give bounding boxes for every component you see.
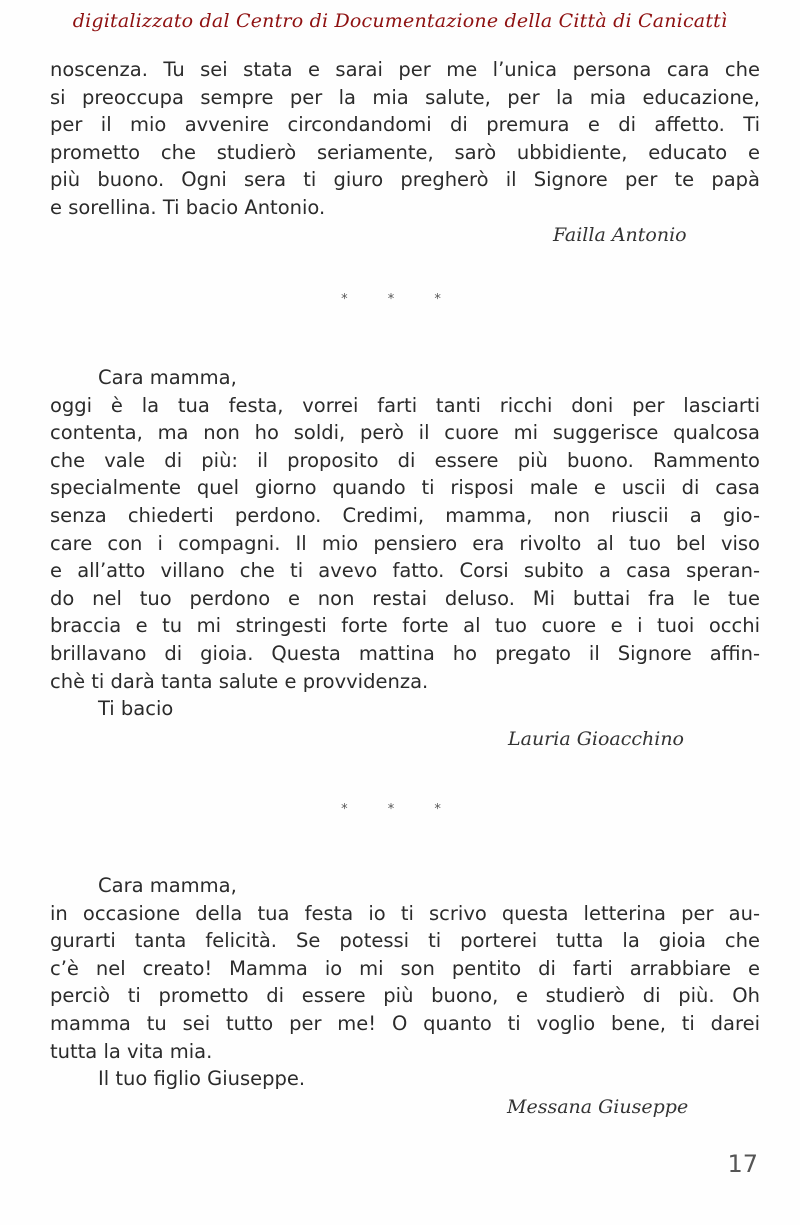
letter-line: noscenza. Tu sei stata e sarai per me l’unica persona cara che (50, 58, 760, 81)
signature-failla: Failla Antonio (553, 224, 687, 246)
letter-line: do nel tuo perdono e non restai deluso. Mi buttai fra le tue (50, 586, 760, 610)
letter-line: brillavano di gioia. Questa mattina ho pregato il Signore affin- (50, 641, 760, 665)
letter-greeting: Cara mamma, (98, 874, 237, 897)
letter-greeting: Cara mamma, (98, 366, 237, 389)
letter-line: e all’atto villano che ti avevo fatto. Corsi subito a casa speran- (50, 559, 760, 583)
section-separator: * * * (341, 292, 459, 307)
letter-line: care con i compagni. Il mio pensiero era rivolto al tuo bel viso (50, 531, 760, 555)
letter-closing: Ti bacio (98, 697, 174, 721)
letter-line: contenta, ma non ho soldi, però il cuore mi suggerisce qualcosa (50, 421, 760, 445)
letter-1-body (50, 56, 760, 222)
letter-line: si preoccupa sempre per la mia salute, per la mia educazione, (50, 85, 760, 109)
letter-line: per il mio avvenire circondandomi di premura e di affetto. Ti (50, 113, 760, 137)
letter-line: oggi è la tua festa, vorrei farti tanti ricchi doni per lasciarti (50, 393, 760, 417)
section-separator: * * * (341, 802, 459, 817)
signature-lauria: Lauria Gioacchino (508, 728, 685, 750)
letter-3-body (50, 872, 760, 1093)
letter-line: perciò ti prometto di essere più buono, e studierò di più. Oh (50, 984, 760, 1008)
watermark: digitalizzato dal Centro di Documentazione della Città di Canicattì (72, 10, 728, 32)
letter-line: mamma tu sei tutto per me! O quanto ti voglio bene, ti darei (50, 1011, 760, 1035)
signature-messana: Messana Giuseppe (507, 1096, 689, 1118)
letter-line: e sorellina. Ti bacio Antonio. (50, 195, 326, 219)
letter-line: specialmente quel giorno quando ti risposi male e uscii di casa (50, 476, 760, 500)
letter-closing: Il tuo figlio Giuseppe. (98, 1067, 306, 1091)
letter-line: chè ti darà tanta salute e provvidenza. (50, 669, 429, 693)
letter-line: in occasione della tua festa io ti scrivo questa letterina per au- (50, 901, 760, 925)
letter-line: braccia e tu mi stringesti forte forte al tuo cuore e i tuoi occhi (50, 614, 760, 638)
letter-line: prometto che studierò seriamente, sarò ubbidiente, educato e (50, 140, 760, 164)
letter-line: che vale di più: il proposito di essere più buono. Rammento (50, 448, 760, 472)
letter-2-body (50, 364, 760, 723)
letter-line: c’è nel creato! Mamma io mi son pentito di farti arrabbiare e (50, 956, 760, 980)
page-number: 17 (727, 1150, 758, 1178)
letter-line: più buono. Ogni sera ti giuro pregherò il Signore per te papà (50, 168, 760, 192)
letter-line: tutta la vita mia. (50, 1039, 213, 1063)
letter-line: gurarti tanta felicità. Se potessi ti porterei tutta la gioia che (50, 929, 760, 953)
letter-line: senza chiederti perdono. Credimi, mamma, non riuscii a gio- (50, 503, 760, 527)
